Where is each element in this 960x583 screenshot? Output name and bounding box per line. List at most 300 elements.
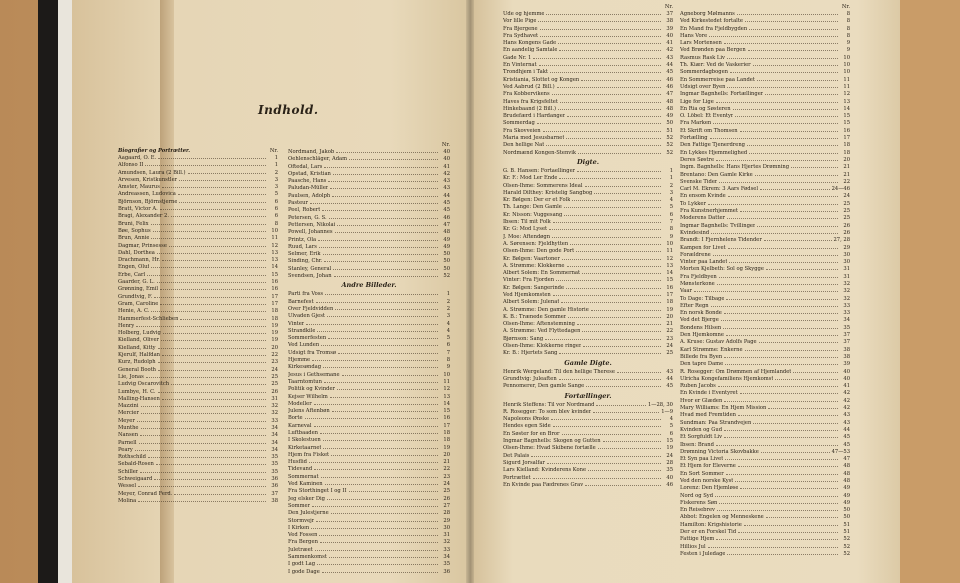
entry-number: 38 (843, 353, 850, 360)
entry-number: 6 (669, 211, 673, 218)
entry-title: Henie, A. C. (118, 308, 150, 315)
toc-entry (288, 306, 450, 313)
entry-number: 13 (271, 249, 278, 256)
toc-entry (118, 491, 278, 498)
toc-entry (503, 277, 673, 284)
entry-title: Fiskerens Søn (680, 499, 718, 506)
entry-number: 18 (843, 149, 850, 156)
dot-leader (545, 339, 661, 340)
dot-leader (543, 131, 661, 132)
entry-number: 48 (666, 105, 673, 112)
entry-number: 44 (666, 375, 673, 382)
toc-entry (288, 459, 450, 466)
toc-entry (503, 383, 673, 390)
dot-leader (539, 65, 661, 66)
entry-title: Ude og hjemme (503, 11, 545, 17)
dot-leader (135, 450, 266, 451)
dot-leader (323, 448, 438, 449)
toc-entry (288, 193, 450, 200)
book-gutter (466, 0, 474, 583)
entry-number: 5 (446, 335, 450, 342)
entry-title: Bjørnson: Sang (503, 335, 544, 342)
entry-number: 9 (846, 47, 850, 54)
toc-entry (118, 498, 278, 505)
dot-leader (709, 36, 838, 37)
dot-leader (322, 572, 438, 573)
dot-leader (158, 348, 266, 349)
toc-entry (288, 328, 450, 335)
entry-title: General Booth (118, 366, 156, 373)
dot-leader (558, 43, 661, 44)
toc-entry (118, 272, 278, 279)
entry-number: 32 (843, 280, 850, 287)
entry-number: 23 (271, 359, 278, 366)
entry-title: Hjemme (288, 357, 311, 364)
dot-leader (716, 445, 838, 446)
dot-leader (552, 94, 661, 95)
entry-number: 25 (843, 215, 850, 222)
toc-entry (288, 510, 450, 517)
entry-number: 19 (271, 330, 278, 337)
entry-number: 26 (843, 222, 850, 229)
entry-number: 33 (843, 310, 850, 317)
toc-entry (118, 476, 278, 483)
entry-title: Henrik Steffens: Til vor Nordmand (503, 401, 595, 408)
toc-entry (680, 113, 850, 120)
entry-title: Hamilton: Krigshistorie (680, 521, 742, 528)
biography-list (118, 155, 278, 505)
dot-leader (337, 389, 438, 390)
toc-entry (680, 106, 850, 113)
entry-title: Et Syn paa Livet (680, 456, 724, 463)
entry-title: Ved Brønden paa Bergen (680, 47, 746, 54)
entry-title: Ingmar Bagnhells: Fortællinger (680, 91, 764, 98)
column-header (680, 4, 850, 11)
entry-title: J. Moe: Aftendøgn (503, 233, 551, 240)
entry-title: Bøe, Sophus (118, 227, 151, 234)
dot-leader (591, 310, 661, 311)
toc-entry (503, 241, 673, 248)
dot-leader (726, 474, 838, 475)
entry-number: 22 (843, 178, 850, 185)
entry-number: 42 (843, 405, 850, 412)
entry-title: R. Rosegger: Om Drømmen af Hjemlandet (680, 368, 792, 375)
toc-entry (288, 547, 450, 554)
dot-leader (582, 273, 661, 274)
entry-number: 47 (443, 221, 450, 228)
entry-title: Karl Strømme: Enkerne (680, 346, 743, 353)
entry-title: Bragi, Alexander 2. (118, 213, 169, 220)
dot-leader (309, 462, 438, 463)
entry-title: Morten Kjelbeth: Sol og Skygge (680, 266, 764, 273)
entry-title: Henrik Wergeland: Til den hellige Therese (503, 368, 615, 375)
entry-title: Husflid (288, 459, 307, 466)
entry-title: K. B.: Trænede Sommer (503, 313, 567, 320)
dot-leader (342, 375, 438, 376)
toc-entry (680, 485, 850, 492)
entry-number: 47—53 (831, 448, 850, 455)
dot-leader (329, 557, 438, 558)
entry-number: 11 (843, 83, 850, 90)
dot-leader (708, 547, 838, 548)
entry-number: 48 (843, 470, 850, 477)
entry-title: Barnefest (288, 298, 314, 305)
dot-leader (333, 174, 438, 175)
dot-leader (572, 200, 661, 201)
toc-entry (288, 437, 450, 444)
dot-leader (324, 382, 438, 383)
dot-leader (546, 14, 661, 15)
entry-number: 5 (669, 204, 673, 211)
toc-entry (503, 142, 673, 149)
entry-title: Haves fra Krigsfeltet (503, 98, 558, 105)
entry-title: Napoleons Ønske (503, 416, 550, 423)
toc-entry (118, 308, 278, 315)
entry-title: Over Fjeldvidden (288, 305, 334, 312)
entry-number: 41 (443, 163, 450, 170)
dot-leader (567, 116, 661, 117)
entry-number: 40 (843, 375, 850, 382)
entry-number: 1 (669, 167, 673, 174)
dot-leader (154, 479, 266, 480)
toc-entry (288, 258, 450, 265)
toc-entry (680, 26, 850, 33)
toc-entry (680, 551, 850, 558)
dot-leader (151, 311, 266, 312)
toc-entry (680, 361, 850, 368)
entry-title: Kampen for Livet (680, 244, 726, 251)
toc-entry (680, 442, 850, 449)
dot-leader (160, 304, 266, 305)
column-header (503, 4, 673, 11)
dot-leader (723, 328, 838, 329)
toc-entry (118, 367, 278, 374)
toc-entry (680, 62, 850, 69)
entry-number: 15 (843, 113, 850, 120)
dot-leader (553, 295, 661, 296)
dot-leader (319, 247, 438, 248)
toc-entry (118, 206, 278, 213)
entry-title: Dahl, Dorthea (118, 249, 155, 256)
entry-number: 5 (274, 191, 278, 198)
dot-leader (724, 437, 838, 438)
dot-leader (151, 224, 266, 225)
dot-leader (153, 231, 266, 232)
entry-title: Olsen-Ihme: Sommerens Ideal (503, 182, 583, 189)
entry-title: Mazzini (118, 403, 139, 410)
toc-entry (503, 369, 673, 376)
dot-leader (725, 459, 838, 460)
portrait-list (288, 149, 450, 280)
dot-leader (594, 193, 661, 194)
entry-title: Dagmar, Prinsesse (118, 242, 167, 249)
entry-number: 10 (843, 69, 850, 76)
entry-number: 18 (271, 308, 278, 315)
entry-title: Ludvig Oscarovitch (118, 381, 170, 388)
entry-number: 45 (443, 207, 450, 214)
entry-number: 34 (271, 439, 278, 446)
toc-entry (680, 412, 850, 419)
dot-leader (562, 434, 661, 435)
toc-entry (118, 323, 278, 330)
toc-entry (680, 142, 850, 149)
entry-title: Vaar (680, 288, 692, 295)
dot-leader (581, 80, 661, 81)
dot-leader (323, 254, 438, 255)
entry-number: 41 (843, 383, 850, 390)
toc-entry (680, 529, 850, 536)
entry-title: Lars Kielland: Kvinderens Kone (503, 467, 587, 474)
entry-title: Sommernat (288, 473, 319, 480)
entry-title: Amundsen, Laura (2 Bill.) (118, 169, 186, 176)
entry-title: Ingmar Bagnhells: Skogen og Gutten (503, 438, 601, 445)
dot-leader (325, 484, 438, 485)
toc-entry (503, 40, 673, 47)
toc-entry (503, 321, 673, 328)
entry-title: En Ria og Søsteren (680, 105, 731, 112)
entry-title: Kr. F.: Mod Ler Ende (503, 175, 558, 182)
dot-leader (711, 233, 838, 234)
toc-entry (288, 171, 450, 178)
toc-entry (503, 376, 673, 383)
entry-title: Wessel (118, 483, 137, 490)
entry-number: 40 (443, 149, 450, 155)
toc-entry (118, 440, 278, 447)
entry-number: 10 (666, 240, 673, 247)
toc-entry (288, 164, 450, 171)
entry-number: 10 (443, 371, 450, 378)
toc-entry (680, 223, 850, 230)
entry-number: 34 (271, 424, 278, 431)
dot-leader (737, 14, 838, 15)
toc-entry (288, 539, 450, 546)
entry-number: 26 (443, 495, 450, 502)
dot-leader (314, 404, 438, 405)
toc-entry (118, 447, 278, 454)
entry-title: Bruni, Felix (118, 220, 149, 227)
toc-entry (680, 434, 850, 441)
dot-leader (327, 316, 438, 317)
entry-title: Grundtvig, F. (118, 293, 153, 300)
dot-leader (566, 138, 661, 139)
dot-leader (719, 182, 838, 183)
entry-number: 18 (666, 299, 673, 306)
entry-title: Den Hjemkomne (680, 332, 724, 339)
entry-title: Trondhjem i Takt (503, 69, 548, 76)
entry-title: Nordmand, Jakob (288, 149, 335, 155)
entry-title: Fra Sydhavet (503, 32, 539, 39)
entry-title: Kjerulf, Halfdan (118, 352, 161, 359)
entry-number: 34 (271, 432, 278, 439)
dot-leader (582, 331, 661, 332)
entry-title: Abbot: Engelen og Menneskene (680, 514, 764, 521)
entry-number: 4 (669, 416, 673, 423)
toc-entry (288, 518, 450, 525)
nr-label: Nr. (664, 4, 673, 10)
toc-entry (288, 229, 450, 236)
dot-leader (333, 269, 438, 270)
entry-number: 10 (271, 227, 278, 234)
entry-title: Kirketaarnet (288, 444, 322, 451)
entry-number: 47 (666, 91, 673, 98)
toc-entry (503, 482, 673, 489)
dot-leader (593, 412, 659, 413)
dot-leader (188, 173, 266, 174)
dot-leader (760, 189, 830, 190)
entry-number: 6 (669, 430, 673, 437)
dot-leader (596, 405, 646, 406)
entry-title: Et Sorgfuldt Liv (680, 434, 723, 441)
entry-title: Efter Regn (680, 302, 709, 309)
dot-leader (735, 116, 838, 117)
entry-title: A. Kruse: Gustav Adolfs Page (680, 339, 757, 346)
entry-number: 32 (443, 539, 450, 546)
entry-number: 27 (443, 502, 450, 509)
entry-number: 12 (443, 386, 450, 393)
entry-title: Drachmann, Hr. (118, 257, 161, 264)
entry-number: 50 (666, 120, 673, 127)
entry-title: Brun, Annie (118, 235, 150, 242)
entry-number: 52 (666, 149, 673, 156)
toc-entry (503, 438, 673, 445)
dot-leader (740, 211, 838, 212)
entry-title: Albert Solem: Julenat (503, 299, 560, 306)
dot-leader (724, 357, 838, 358)
dot-leader (174, 494, 266, 495)
dot-leader (553, 222, 661, 223)
entry-number: 38 (271, 497, 278, 504)
entry-title: Oftedal, Lars (288, 163, 323, 170)
entry-title: Grønning, Emil (118, 286, 159, 293)
entry-number: 16 (271, 286, 278, 293)
toc-entry (680, 463, 850, 470)
dot-leader (140, 435, 266, 436)
entry-number: 20 (843, 156, 850, 163)
entry-number: 19 (271, 337, 278, 344)
entry-title: Peel, Robert (288, 207, 321, 214)
toc-entry (680, 40, 850, 47)
entry-number: 40 (843, 368, 850, 375)
entry-number: 9 (669, 233, 673, 240)
dot-leader (161, 340, 266, 341)
entry-title: En Kvinde i Eventyret (680, 390, 738, 397)
biographies-column (118, 148, 278, 505)
entry-title: Carl M. Ekrem: 3 Aars Fødsel (680, 186, 758, 193)
entry-title: R. Rosegger: To som blev kvinder (503, 408, 592, 415)
toc-entry (288, 200, 450, 207)
entry-number: 32 (843, 288, 850, 295)
entry-title: Jesus i Gethsemane (288, 371, 340, 378)
dot-leader (540, 36, 661, 37)
entry-title: Ulricha Kongefamiliens Hjemkomst (680, 375, 774, 382)
dot-leader (537, 123, 661, 124)
dot-leader (178, 194, 266, 195)
entry-title: Mary Williams: En Hjem Mission (680, 405, 767, 412)
toc-entry (118, 294, 278, 301)
section-heading: Gamle Digte. (564, 358, 612, 367)
entry-title: Lie, Jonas (118, 373, 144, 380)
entry-number: 21 (843, 164, 850, 171)
entry-title: Kielland, Oliver (118, 337, 160, 344)
entry-number: 13 (271, 257, 278, 264)
entry-number: 7 (669, 219, 673, 226)
dot-leader (717, 284, 838, 285)
entry-title: Meyer (118, 417, 135, 424)
toc-entry (118, 162, 278, 169)
entry-title: Mercier (118, 410, 139, 417)
toc-entry (680, 237, 850, 244)
dot-leader (158, 362, 266, 363)
entry-number: 39 (666, 25, 673, 32)
dot-leader (556, 280, 661, 281)
entry-number: 50 (443, 265, 450, 272)
entry-number: 4 (446, 327, 450, 334)
entry-number: 43 (443, 185, 450, 192)
toc-entry (288, 415, 450, 422)
toc-entry (680, 376, 850, 383)
entry-title: Fra Kobbervikens (503, 91, 550, 98)
entry-title: I Kirken (288, 524, 310, 531)
toc-entry (503, 350, 673, 357)
entry-number: 10 (843, 54, 850, 61)
dot-leader (757, 80, 838, 81)
entry-number: 8 (846, 32, 850, 39)
entry-title: Parti fra Voss (288, 291, 324, 298)
toc-entry (288, 207, 450, 214)
entry-title: Th. Kiær: Ved de Vaskerier (680, 62, 751, 69)
entry-number: 44 (443, 192, 450, 199)
dot-leader (764, 240, 832, 241)
entry-number: 30 (843, 259, 850, 266)
entry-title: A. Strømme: Den gamle Historie (503, 306, 589, 313)
poems-list (503, 168, 673, 358)
entry-number: 48 (843, 478, 850, 484)
entry-number: 2 (446, 305, 450, 312)
entry-number: 14 (443, 400, 450, 407)
dot-leader (332, 411, 438, 412)
entry-number: 44 (843, 426, 850, 433)
entry-number: 52 (843, 543, 850, 550)
entry-number: 12 (843, 91, 850, 98)
dot-leader (713, 123, 838, 124)
entry-title: Ved Fossen (288, 532, 318, 539)
toc-entry (503, 106, 673, 113)
toc-entry (503, 77, 673, 84)
entry-number: 24 (443, 481, 450, 488)
entry-number: 25 (843, 208, 850, 215)
entry-number: 45 (666, 383, 673, 390)
entry-title: Borte (288, 415, 303, 422)
toc-entry (503, 431, 673, 438)
toc-entry (680, 500, 850, 507)
entry-title: En Sort Sommer (680, 470, 724, 477)
dot-leader (546, 145, 661, 146)
dot-leader (749, 153, 838, 154)
entry-title: Molina (118, 497, 137, 504)
toc-entry (680, 369, 850, 376)
toc-entry (118, 228, 278, 235)
toc-entry (680, 120, 850, 127)
entry-number: 15 (271, 271, 278, 278)
entry-title: En Vinternat (503, 62, 537, 69)
dot-leader (330, 188, 438, 189)
entry-number: 51 (666, 127, 673, 134)
entry-number: 26 (843, 229, 850, 236)
entry-title: Alfonso II (118, 162, 144, 169)
toc-entry (503, 292, 673, 299)
toc-entry (680, 84, 850, 91)
entry-title: Svenske Tider (680, 178, 718, 185)
